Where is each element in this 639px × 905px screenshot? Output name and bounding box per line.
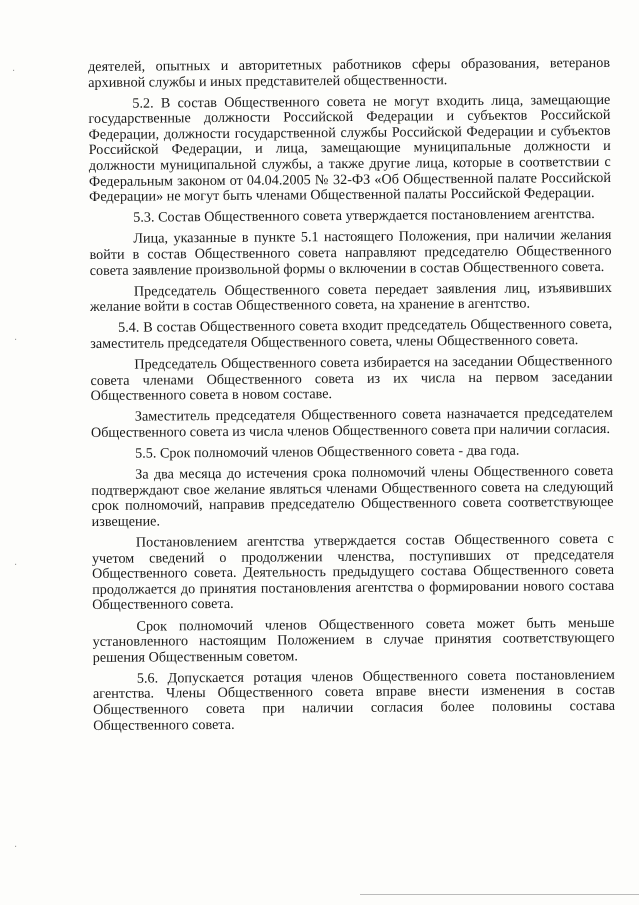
paragraph-chair-elected: Председатель Общественного совета избирается на заседании Общественного совета членами Общественного совета из их числа на первом заседании Общественного совета в новом составе. (90, 352, 613, 405)
paragraph-applicants: Лица, указанные в пункте 5.1 настоящего Положения, при наличии желания войти в состав Общественного совета направляют председателю Общественного совета заявление произвольной формы о включении в состав Общественного совета. (89, 227, 612, 279)
page-bottom-rule (360, 894, 639, 895)
paragraph-5-2: 5.2. В состав Общественного совета не могут входить лица, замещающие государственные должности Российской Федерации и субъектов Российской Федерации, должности государственной службы Российской Федерации и субъектов Российской Федерации, и лица, замещающие муниципальные должности и должности муниципальной службы, а также другие лица, которые в соответствии с Федеральным законом от 04.04.2005 № 32-ФЗ «Об Общественной палате Российской Федерации» не могут быть членами Общественной палаты Российской Федерации. (88, 91, 612, 206)
paragraph-chair-transfers: Председатель Общественного совета передает заявления лиц, изъявивших желание войти в состав Общественного совета, на хранение в агентство. (89, 279, 612, 316)
paragraph-5-5: 5.5. Срок полномочий членов Общественного совета - два года. (135, 442, 520, 462)
scan-artifact-mark: · (14, 560, 18, 571)
paragraph-5-6: 5.6. Допускается ротация членов Общественного совета постановлением агентства. Члены Общественного совета вправе внести изменения в состав Общественного совета при наличии согласия более половины состава Общественного совета. (92, 666, 616, 734)
scan-artifact-mark: · (14, 335, 18, 346)
paragraph-deputy-appointed: Заместитель председателя Общественного совета назначается председателем Общественного совета из числа членов Общественного совета при наличии согласия. (90, 405, 613, 441)
paragraph-5-4: 5.4. В состав Общественного совета входит председатель Общественного совета, заместитель председателя Общественного совета, члены Общественного совета. (90, 316, 613, 352)
paragraph-5-3: 5.3. Состав Общественного совета утверждается постановлением агентства. (133, 206, 595, 226)
paragraph-continuation: деятелей, опытных и авторитетных работников сферы образования, ветеранов архивной службы и иных представителей общественности. (87, 54, 611, 91)
paragraph-term-shorter: Срок полномочий членов Общественного совета может быть меньше установленного настоящим Положением в случае принятия соответствующего решения Общественным советом. (92, 614, 615, 666)
document-body (88, 56, 615, 740)
paragraph-composition-approved: Постановлением агентства утверждается состав Общественного совета с учетом сведений о продолжении членства, поступивших от председателя Общественного совета. Деятельность предыдущего состава Общественного совета продолжается до принятия постановления агентства о формировании нового состава Общественного совета. (91, 530, 615, 614)
scan-artifact-mark: · (12, 66, 16, 77)
scan-artifact-mark: · (14, 842, 18, 853)
paragraph-two-months: За два месяца до истечения срока полномочий члены Общественного совета подтверждают свое желание являться членами Общественного совета на следующий срок полномочий, направив председателю Общественного совета соответствующее извещение. (91, 463, 614, 530)
